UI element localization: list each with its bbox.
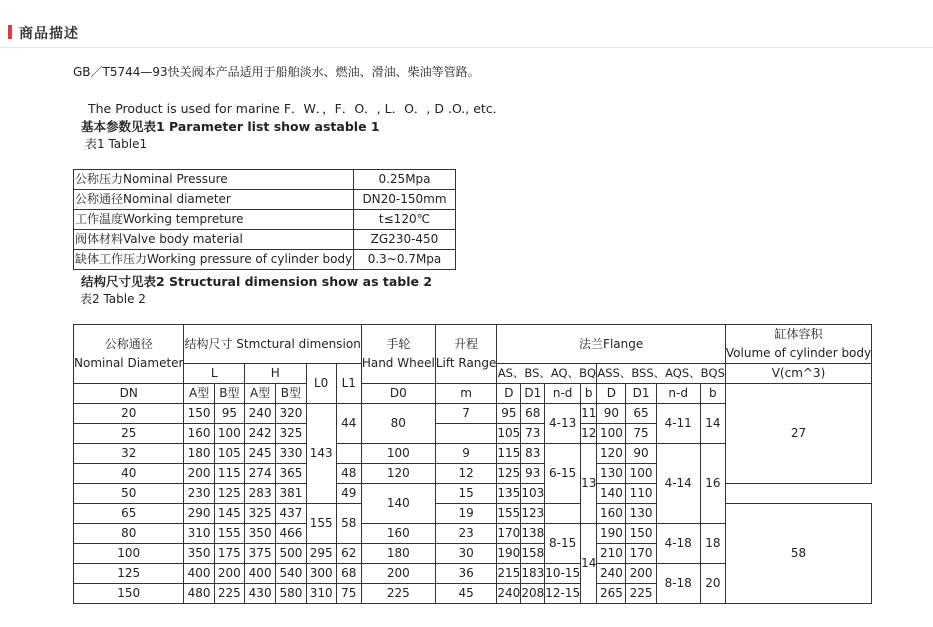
sd1-cell: 110 bbox=[626, 484, 656, 504]
hb-cell: 325 bbox=[276, 424, 306, 444]
nominal-diameter-header bbox=[74, 325, 184, 384]
sd1-header: D1 bbox=[626, 384, 656, 404]
ha-cell: 325 bbox=[244, 504, 275, 524]
l0-cell: 310 bbox=[306, 584, 336, 604]
la-cell: 400 bbox=[184, 564, 214, 584]
b-cell: 14 bbox=[581, 524, 597, 604]
param-label: 公称压力Nominal Pressure bbox=[74, 170, 354, 190]
d0-cell: 160 bbox=[361, 524, 435, 544]
sd1-cell: 90 bbox=[626, 444, 656, 464]
la-cell: 310 bbox=[184, 524, 214, 544]
sd-header: D bbox=[597, 384, 626, 404]
ha-cell: 274 bbox=[244, 464, 275, 484]
snd-cell: 8-18 bbox=[656, 564, 700, 604]
d0-cell: 80 bbox=[361, 404, 435, 444]
m-cell bbox=[435, 424, 497, 444]
la-cell: 480 bbox=[184, 584, 214, 604]
param-value: t≤120℃ bbox=[354, 210, 456, 230]
parameter-table bbox=[73, 169, 456, 270]
m-cell: 19 bbox=[435, 504, 497, 524]
header-text: Nominal Diameter bbox=[74, 356, 184, 370]
lb-cell: 225 bbox=[214, 584, 244, 604]
hb-cell: 540 bbox=[276, 564, 306, 584]
sd1-cell: 75 bbox=[626, 424, 656, 444]
l1-cell bbox=[336, 444, 361, 464]
l1-cell: 48 bbox=[336, 464, 361, 484]
volume-unit-header: V(cm^3) bbox=[725, 364, 871, 384]
dimension-table bbox=[73, 324, 872, 604]
ha-cell: 400 bbox=[244, 564, 275, 584]
d0-cell: 225 bbox=[361, 584, 435, 604]
table-row bbox=[74, 210, 456, 230]
lb-cell: 145 bbox=[214, 504, 244, 524]
sb-cell: 18 bbox=[700, 524, 725, 564]
l0-cell: 300 bbox=[306, 564, 336, 584]
dn-cell: 100 bbox=[74, 544, 184, 564]
l0-cell: 295 bbox=[306, 544, 336, 564]
m-header: m bbox=[435, 384, 497, 404]
sd1-cell: 65 bbox=[626, 404, 656, 424]
table1-caption: 表1 Table1 bbox=[85, 137, 148, 151]
m-cell: 9 bbox=[435, 444, 497, 464]
l1-cell: 68 bbox=[336, 564, 361, 584]
sd1-cell: 100 bbox=[626, 464, 656, 484]
m-cell: 12 bbox=[435, 464, 497, 484]
divider bbox=[0, 47, 933, 48]
d0-cell: 200 bbox=[361, 564, 435, 584]
l0-cell: 143 bbox=[306, 404, 336, 504]
b-cell: 12 bbox=[581, 424, 597, 444]
header-text: Volume of cylinder body bbox=[725, 346, 872, 360]
lb-cell: 95 bbox=[214, 404, 244, 424]
l1-header: L1 bbox=[336, 364, 361, 404]
header-text: Lift Range bbox=[435, 356, 497, 370]
sb-cell: 20 bbox=[700, 564, 725, 604]
dn-cell: 40 bbox=[74, 464, 184, 484]
hb-cell: 437 bbox=[276, 504, 306, 524]
sb-cell: 16 bbox=[700, 444, 725, 524]
dn-cell: 80 bbox=[74, 524, 184, 544]
m-cell: 45 bbox=[435, 584, 497, 604]
d1-cell: 208 bbox=[521, 584, 545, 604]
m-cell: 15 bbox=[435, 484, 497, 504]
sd-cell: 120 bbox=[597, 444, 626, 464]
lb-header: B型 bbox=[214, 384, 244, 404]
l0-cell: 155 bbox=[306, 504, 336, 544]
d-cell: 190 bbox=[497, 544, 521, 564]
d0-cell: 140 bbox=[361, 484, 435, 524]
header-text: 缸体容积 bbox=[774, 327, 823, 341]
m-cell: 30 bbox=[435, 544, 497, 564]
lift-range-header bbox=[435, 325, 497, 384]
volume-cell: 58 bbox=[725, 504, 871, 604]
dn-cell: 150 bbox=[74, 584, 184, 604]
hb-header: B型 bbox=[276, 384, 306, 404]
nd-cell bbox=[545, 504, 581, 524]
l0-header: L0 bbox=[306, 364, 336, 404]
sd-cell: 160 bbox=[597, 504, 626, 524]
dn-cell: 65 bbox=[74, 504, 184, 524]
b-cell: 13 bbox=[581, 444, 597, 524]
ha-cell: 375 bbox=[244, 544, 275, 564]
m-cell: 23 bbox=[435, 524, 497, 544]
table-row bbox=[74, 250, 456, 270]
la-cell: 290 bbox=[184, 504, 214, 524]
lb-cell: 200 bbox=[214, 564, 244, 584]
hb-cell: 330 bbox=[276, 444, 306, 464]
la-cell: 200 bbox=[184, 464, 214, 484]
h-header: H bbox=[244, 364, 306, 384]
nd-cell: 6-15 bbox=[545, 444, 581, 504]
nd-cell: 4-13 bbox=[545, 404, 581, 444]
hb-cell: 320 bbox=[276, 404, 306, 424]
dn-cell: 50 bbox=[74, 484, 184, 504]
param-label: 工作温度Working tempreture bbox=[74, 210, 354, 230]
ha-cell: 242 bbox=[244, 424, 275, 444]
hb-cell: 500 bbox=[276, 544, 306, 564]
sd-cell: 190 bbox=[597, 524, 626, 544]
la-cell: 180 bbox=[184, 444, 214, 464]
hb-cell: 365 bbox=[276, 464, 306, 484]
snd-cell: 4-18 bbox=[656, 524, 700, 564]
volume-cell: 27 bbox=[725, 384, 871, 484]
lb-cell: 175 bbox=[214, 544, 244, 564]
l1-cell: 58 bbox=[336, 504, 361, 544]
hand-wheel-header bbox=[361, 325, 435, 384]
lb-cell: 115 bbox=[214, 464, 244, 484]
sd-cell: 130 bbox=[597, 464, 626, 484]
l-header: L bbox=[184, 364, 245, 384]
b-header: b bbox=[581, 384, 597, 404]
lb-cell: 100 bbox=[214, 424, 244, 444]
dn-header: DN bbox=[74, 384, 184, 404]
table-row bbox=[74, 504, 872, 524]
header-text: Hand Wheel bbox=[361, 356, 435, 370]
l1-cell: 75 bbox=[336, 584, 361, 604]
param-value: 0.25Mpa bbox=[354, 170, 456, 190]
nd-cell: 8-15 bbox=[545, 524, 581, 564]
la-cell: 350 bbox=[184, 544, 214, 564]
snd-header: n-d bbox=[656, 384, 700, 404]
intro-en: The Product is used for marine F．W．，F．O．, L．O．, D .O., etc． bbox=[88, 101, 506, 116]
struct-dim-header: 结构尺寸 Stmctural dimension bbox=[184, 325, 361, 364]
param-value: DN20-150mm bbox=[354, 190, 456, 210]
flange-b-header: ASS、BSS、AQS、BQS bbox=[597, 364, 726, 384]
nd-header: n-d bbox=[545, 384, 581, 404]
d1-cell: 183 bbox=[521, 564, 545, 584]
l1-cell: 44 bbox=[336, 404, 361, 444]
d1-cell: 83 bbox=[521, 444, 545, 464]
table2-caption: 表2 Table 2 bbox=[80, 292, 146, 306]
section-title: 商品描述 bbox=[19, 26, 79, 42]
volume-header bbox=[725, 325, 871, 364]
ha-cell: 430 bbox=[244, 584, 275, 604]
header-text: 公称通径 bbox=[104, 337, 153, 351]
snd-cell: 4-14 bbox=[656, 444, 700, 524]
nd-cell: 10-15 bbox=[545, 564, 581, 584]
d-cell: 215 bbox=[497, 564, 521, 584]
lb-cell: 125 bbox=[214, 484, 244, 504]
d1-cell: 158 bbox=[521, 544, 545, 564]
d1-cell: 123 bbox=[521, 504, 545, 524]
d1-cell: 93 bbox=[521, 464, 545, 484]
la-header: A型 bbox=[184, 384, 214, 404]
la-cell: 160 bbox=[184, 424, 214, 444]
la-cell: 150 bbox=[184, 404, 214, 424]
d0-cell: 120 bbox=[361, 464, 435, 484]
table1-heading: 基本参数见表1 Parameter list show astable 1 bbox=[81, 119, 380, 134]
nd-cell: 12-15 bbox=[545, 584, 581, 604]
d-cell: 135 bbox=[497, 484, 521, 504]
header-row bbox=[74, 325, 872, 364]
d0-cell: 100 bbox=[361, 444, 435, 464]
d1-cell: 73 bbox=[521, 424, 545, 444]
sd-cell: 140 bbox=[597, 484, 626, 504]
intro-cn: GB／T5744—93快关阀本产品适用于船舶淡水、燃油、滑油、柴油等管路。 bbox=[73, 65, 480, 79]
header-row bbox=[74, 384, 872, 404]
sd-cell: 100 bbox=[597, 424, 626, 444]
table-row bbox=[74, 484, 872, 504]
lb-cell: 105 bbox=[214, 444, 244, 464]
param-value: ZG230-450 bbox=[354, 230, 456, 250]
d-cell: 155 bbox=[497, 504, 521, 524]
sb-header: b bbox=[700, 384, 725, 404]
d0-cell: 180 bbox=[361, 544, 435, 564]
d-cell: 115 bbox=[497, 444, 521, 464]
m-cell: 7 bbox=[435, 404, 497, 424]
dn-cell: 20 bbox=[74, 404, 184, 424]
dn-cell: 32 bbox=[74, 444, 184, 464]
d-cell: 170 bbox=[497, 524, 521, 544]
d1-header: D1 bbox=[521, 384, 545, 404]
b-cell: 11 bbox=[581, 404, 597, 424]
table2-heading: 结构尺寸见表2 Structural dimension show as table 2 bbox=[81, 274, 433, 289]
flange-a-header: AS、BS、AQ、BQ bbox=[497, 364, 597, 384]
lb-cell: 155 bbox=[214, 524, 244, 544]
m-cell: 36 bbox=[435, 564, 497, 584]
param-label: 阀体材料Valve body material bbox=[74, 230, 354, 250]
param-label: 缺体工作压力Working pressure of cylinder body bbox=[74, 250, 354, 270]
table-row bbox=[74, 190, 456, 210]
d1-cell: 138 bbox=[521, 524, 545, 544]
ha-cell: 245 bbox=[244, 444, 275, 464]
section-header bbox=[0, 0, 933, 50]
sd1-cell: 170 bbox=[626, 544, 656, 564]
la-cell: 230 bbox=[184, 484, 214, 504]
d0-header: D0 bbox=[361, 384, 435, 404]
accent-bar bbox=[8, 25, 12, 39]
ha-cell: 240 bbox=[244, 404, 275, 424]
sd1-cell: 150 bbox=[626, 524, 656, 544]
param-label: 公称通径Nominal diameter bbox=[74, 190, 354, 210]
ha-cell: 283 bbox=[244, 484, 275, 504]
sd-cell: 265 bbox=[597, 584, 626, 604]
sd-cell: 210 bbox=[597, 544, 626, 564]
ha-header: A型 bbox=[244, 384, 275, 404]
flange-header: 法兰Flange bbox=[497, 325, 725, 364]
dn-cell: 25 bbox=[74, 424, 184, 444]
ha-cell: 350 bbox=[244, 524, 275, 544]
d-cell: 95 bbox=[497, 404, 521, 424]
l1-cell: 49 bbox=[336, 484, 361, 504]
hb-cell: 381 bbox=[276, 484, 306, 504]
sd-cell: 240 bbox=[597, 564, 626, 584]
sd1-cell: 200 bbox=[626, 564, 656, 584]
sd1-cell: 130 bbox=[626, 504, 656, 524]
d1-cell: 103 bbox=[521, 484, 545, 504]
d-cell: 105 bbox=[497, 424, 521, 444]
hb-cell: 580 bbox=[276, 584, 306, 604]
header-text: 升程 bbox=[454, 337, 479, 351]
header-text: 手轮 bbox=[386, 337, 411, 351]
d-cell: 240 bbox=[497, 584, 521, 604]
d1-cell: 68 bbox=[521, 404, 545, 424]
table-row bbox=[74, 230, 456, 250]
dn-cell: 125 bbox=[74, 564, 184, 584]
snd-cell: 4-11 bbox=[656, 404, 700, 444]
l1-cell: 62 bbox=[336, 544, 361, 564]
sd-cell: 90 bbox=[597, 404, 626, 424]
table-row bbox=[74, 170, 456, 190]
sd1-cell: 225 bbox=[626, 584, 656, 604]
sb-cell: 14 bbox=[700, 404, 725, 444]
d-cell: 125 bbox=[497, 464, 521, 484]
param-value: 0.3~0.7Mpa bbox=[354, 250, 456, 270]
hb-cell: 466 bbox=[276, 524, 306, 544]
d-header: D bbox=[497, 384, 521, 404]
